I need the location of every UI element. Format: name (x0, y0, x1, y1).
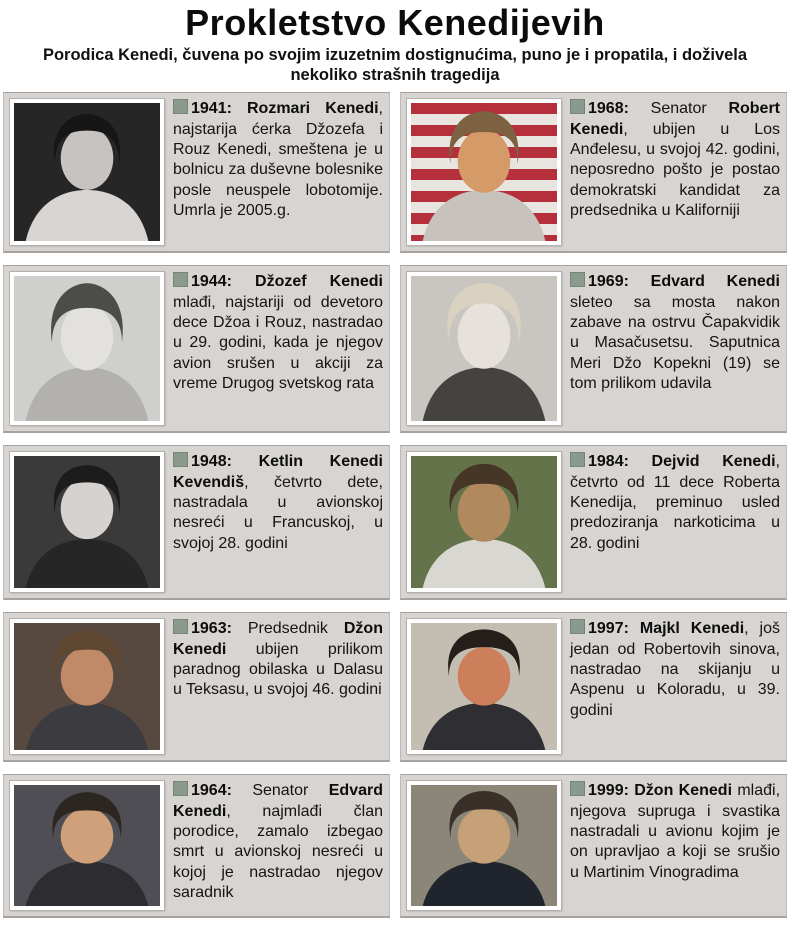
entry-text (173, 781, 383, 910)
portrait-silhouette (411, 103, 557, 241)
portrait-silhouette (411, 623, 557, 750)
entry-card-1948 (3, 445, 390, 600)
entry-name: Majkl Kenedi (639, 620, 745, 638)
entry-text (570, 781, 780, 910)
entry-pre: Senator (252, 782, 329, 800)
portrait-silhouette (411, 456, 557, 588)
entry-year: 1964: (191, 782, 253, 800)
entry-name: Ketlin Kenedi Kevendiš (173, 453, 383, 491)
portrait-photo (407, 99, 561, 245)
entry-text (570, 272, 780, 425)
entry-card-1941 (3, 92, 390, 253)
entry-card-1999 (400, 774, 787, 918)
entry-year: 1963: (191, 620, 248, 638)
entry-rest: sleteo sa mosta nakon zabave na ostrvu Čapakvidik u Masačusetsu. Saputnica Meri Džo Kopekni (19) se tom prilikom udavila (570, 293, 780, 393)
entry-rest: , četvrto od 11 dece Roberta Kenedija, preminuo usled predoziranja narkoticima u 28. godini (570, 453, 780, 552)
bullet-square-icon (173, 619, 188, 634)
portrait-photo (10, 452, 164, 592)
entry-rest: , četvrto dete, nastradala u avionskoj nesreći u Francuskoj, u svojoj 28. godini (173, 473, 383, 552)
portrait-photo (10, 272, 164, 425)
bullet-square-icon (570, 272, 585, 287)
entry-name: Edvard Kenedi (650, 273, 780, 291)
entry-year: 1969: (588, 273, 651, 291)
entry-rest: , još jedan od Robertovih sinova, nastradao na skijanju u Aspenu u Koloradu, u 39. godini (570, 620, 780, 719)
portrait-silhouette (14, 623, 160, 750)
entry-card-1969 (400, 265, 787, 433)
entry-name: Edvard Kenedi (173, 782, 383, 820)
bullet-square-icon (570, 781, 585, 796)
entry-year: 1944: (191, 273, 256, 291)
portrait-silhouette (14, 456, 160, 588)
entry-text (173, 619, 383, 754)
entry-rest: , ubijen u Los Anđelesu, u svojoj 42. godini, neposredno pošto je postao demokratski kandidat za predsednika u Kaliforniji (570, 120, 780, 220)
entry-card-1963 (3, 612, 390, 762)
bullet-square-icon (173, 781, 188, 796)
entry-year: 1984: (588, 453, 652, 471)
entry-rest: mlađi, njegova supruga i svastika nastradali u avionu kojim je on upravljao a koji se srušio u Martinim Vinogradima (570, 782, 781, 881)
bullet-square-icon (570, 452, 585, 467)
entry-name: Dejvid Kenedi (651, 453, 776, 471)
entry-card-1968 (400, 92, 787, 253)
entry-text (570, 452, 780, 592)
portrait-photo (407, 781, 561, 910)
bullet-square-icon (173, 452, 188, 467)
entry-name: Robert Kenedi (570, 100, 780, 138)
entry-text (173, 452, 383, 592)
portrait-photo (10, 781, 164, 910)
entry-card-1984 (400, 445, 787, 600)
entry-text (173, 272, 383, 425)
entry-name: Džozef Kenedi (255, 273, 383, 291)
entry-pre: Predsednik (247, 620, 344, 638)
bullet-square-icon (173, 272, 188, 287)
bullet-square-icon (570, 99, 585, 114)
portrait-photo (10, 619, 164, 754)
entry-rest: , najstarija ćerka Džozefa i Rouz Kenedi, smeštena je u bolnicu za duševne bolesnike posle neuspele lobotomije. Umrla je 2005.g. (173, 100, 383, 220)
entry-year: 1968: (588, 100, 651, 118)
entry-rest: , najmlađi član porodice, zamalo izbegao smrt u avionskoj nesreći u kojoj je nastradao njegov saradnik (173, 802, 383, 902)
portrait-silhouette (14, 103, 160, 241)
entry-rest: ubijen prilikom paradnog obilaska u Dalasu u Teksasu, u svojoj 46. godini (173, 640, 383, 699)
portrait-silhouette (411, 785, 557, 906)
portrait-photo (10, 99, 164, 245)
portrait-photo (407, 619, 561, 754)
bullet-square-icon (570, 619, 585, 634)
entry-text (570, 619, 780, 754)
entry-year: 1941: (191, 100, 247, 118)
entry-name: Džon Kenedi (173, 620, 383, 658)
portrait-silhouette (411, 276, 557, 421)
entry-name: Džon Kenedi (634, 782, 733, 800)
portrait-photo (407, 272, 561, 425)
entry-rest: mlađi, najstariji od devetoro dece Džoa i Rouz, nastradao u 29. godini, kada je njegov avion srušen u akciji za vreme Drugog svetskog rata (173, 293, 383, 393)
portrait-photo (407, 452, 561, 592)
portrait-silhouette (14, 785, 160, 906)
page-title: Prokletstvo Kenedijevih (185, 2, 605, 43)
portrait-silhouette (14, 276, 160, 421)
entry-year: 1999: (588, 782, 635, 800)
page-subtitle: Porodica Kenedi, čuvena po svojim izuzetnim dostignućima, puno je i propatila, i doživela nekoliko strašnih tragedija (42, 45, 748, 84)
entries-grid (3, 92, 787, 918)
entry-card-1944 (3, 265, 390, 433)
entry-text (173, 99, 383, 245)
entry-year: 1948: (191, 453, 259, 471)
bullet-square-icon (173, 99, 188, 114)
entry-card-1964 (3, 774, 390, 918)
entry-pre: Senator (650, 100, 729, 118)
entry-text (570, 99, 780, 245)
entry-name: Rozmari Kenedi (247, 100, 379, 118)
entry-card-1997 (400, 612, 787, 762)
entry-year: 1997: (588, 620, 640, 638)
